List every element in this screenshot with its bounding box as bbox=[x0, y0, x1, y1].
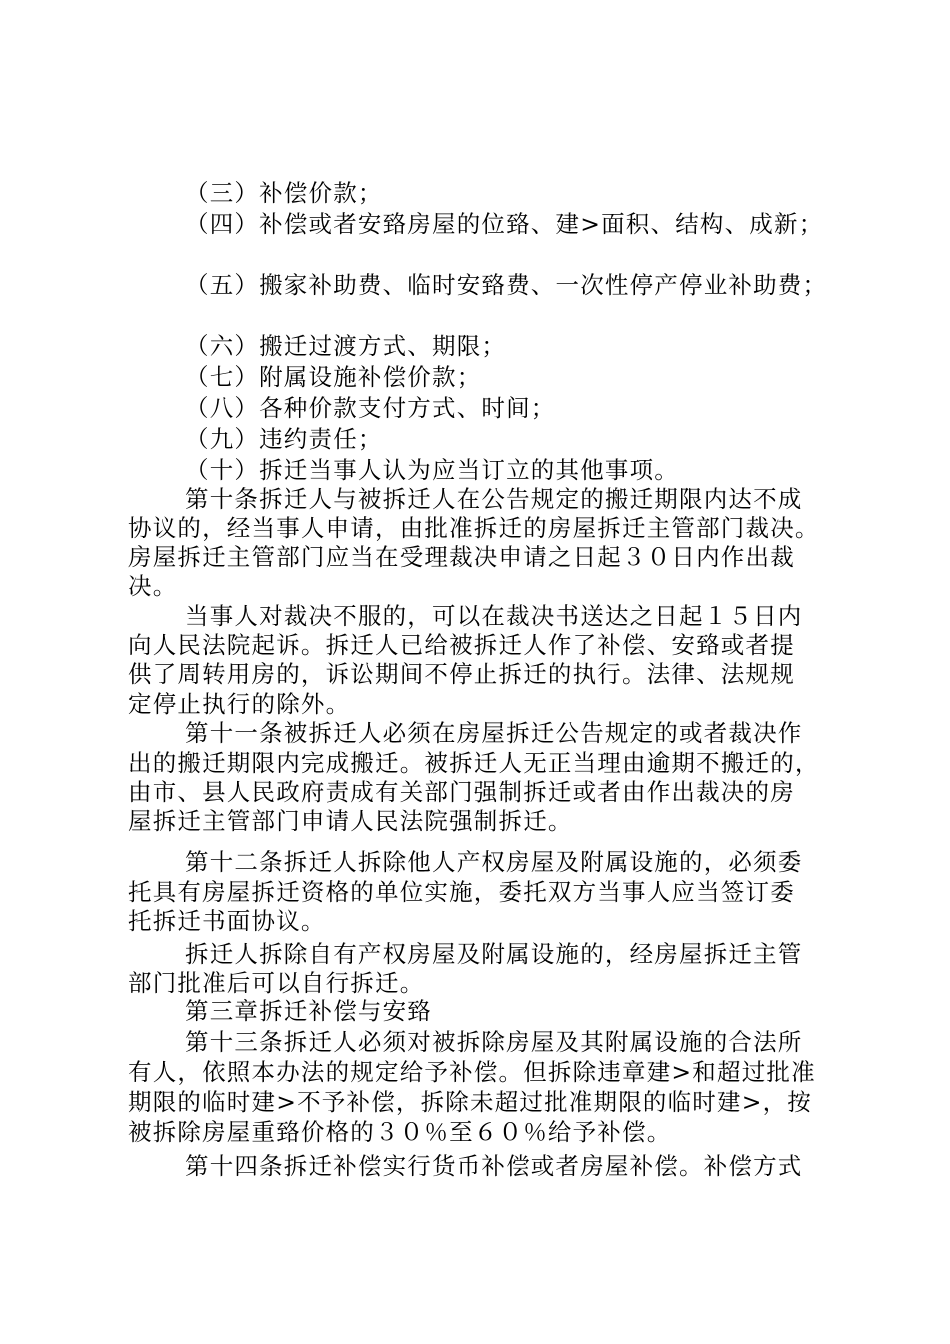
paragraph-line: 有人，依照本办法的规定给予补偿。但拆除违章建>和超过批准 bbox=[128, 1058, 816, 1086]
paragraph-first-line: 第十一条被拆迁人必须在房屋拆迁公告规定的或者裁决作 bbox=[185, 719, 803, 747]
paragraph-first-line: 当事人对裁决不服的，可以在裁决书送达之日起１５日内 bbox=[185, 602, 803, 630]
paragraph-line: 屋拆迁主管部门申请人民法院强制拆迁。 bbox=[128, 807, 573, 835]
paragraph-line: 被拆除房屋重臵价格的３０％至６０％给予补偿。 bbox=[128, 1118, 672, 1146]
list-item-9: （九）违约责任； bbox=[185, 425, 383, 453]
paragraph-first-line: 第十二条拆迁人拆除他人产权房屋及附属设施的，必须委 bbox=[185, 848, 803, 876]
paragraph-line: 由市、县人民政府责成有关部门强制拆迁或者由作出裁决的房 bbox=[128, 778, 795, 806]
paragraph-first-line: 第十三条拆迁人必须对被拆除房屋及其附属设施的合法所 bbox=[185, 1028, 803, 1056]
paragraph-first-line: 拆迁人拆除自有产权房屋及附属设施的，经房屋拆迁主管 bbox=[185, 940, 803, 968]
paragraph-line: 托具有房屋拆迁资格的单位实施，委托双方当事人应当签订委 bbox=[128, 878, 795, 906]
list-item-8: （八）各种价款支付方式、时间； bbox=[185, 394, 556, 422]
chapter-heading: 第三章拆迁补偿与安臵 bbox=[185, 997, 432, 1025]
paragraph-first-line: 第十条拆迁人与被拆迁人在公告规定的搬迁期限内达不成 bbox=[185, 485, 803, 513]
paragraph-line: 供了周转用房的，诉讼期间不停止拆迁的执行。法律、法规规 bbox=[128, 660, 795, 688]
paragraph-line: 协议的，经当事人申请，由批准拆迁的房屋拆迁主管部门裁决。 bbox=[128, 514, 820, 542]
paragraph-line: 房屋拆迁主管部门应当在受理裁决申请之日起３０日内作出裁 bbox=[128, 543, 795, 571]
paragraph-line: 出的搬迁期限内完成搬迁。被拆迁人无正当理由逾期不搬迁的， bbox=[128, 749, 820, 777]
list-item-3: （三）补偿价款； bbox=[185, 179, 383, 207]
list-item-10: （十）拆迁当事人认为应当订立的其他事项。 bbox=[185, 456, 679, 484]
paragraph-line: 决。 bbox=[128, 572, 178, 600]
paragraph-line: 定停止执行的除外。 bbox=[128, 690, 351, 718]
list-item-5: （五）搬家补助费、临时安臵费、一次性停产停业补助费； bbox=[185, 271, 828, 299]
paragraph-line: 向人民法院起诉。拆迁人已给被拆迁人作了补偿、安臵或者提 bbox=[128, 631, 795, 659]
paragraph-first-line: 第十四条拆迁补偿实行货币补偿或者房屋补偿。补偿方式 bbox=[185, 1152, 803, 1180]
paragraph-line: 部门批准后可以自行拆迁。 bbox=[128, 969, 425, 997]
paragraph-line: 期限的临时建>不予补偿，拆除未超过批准期限的临时建>，按 bbox=[128, 1088, 812, 1116]
list-item-4: （四）补偿或者安臵房屋的位臵、建>面积、结构、成新； bbox=[185, 210, 824, 238]
paragraph-line: 托拆迁书面协议。 bbox=[128, 907, 326, 935]
list-item-7: （七）附属设施补偿价款； bbox=[185, 363, 482, 391]
list-item-6: （六）搬迁过渡方式、期限； bbox=[185, 332, 507, 360]
